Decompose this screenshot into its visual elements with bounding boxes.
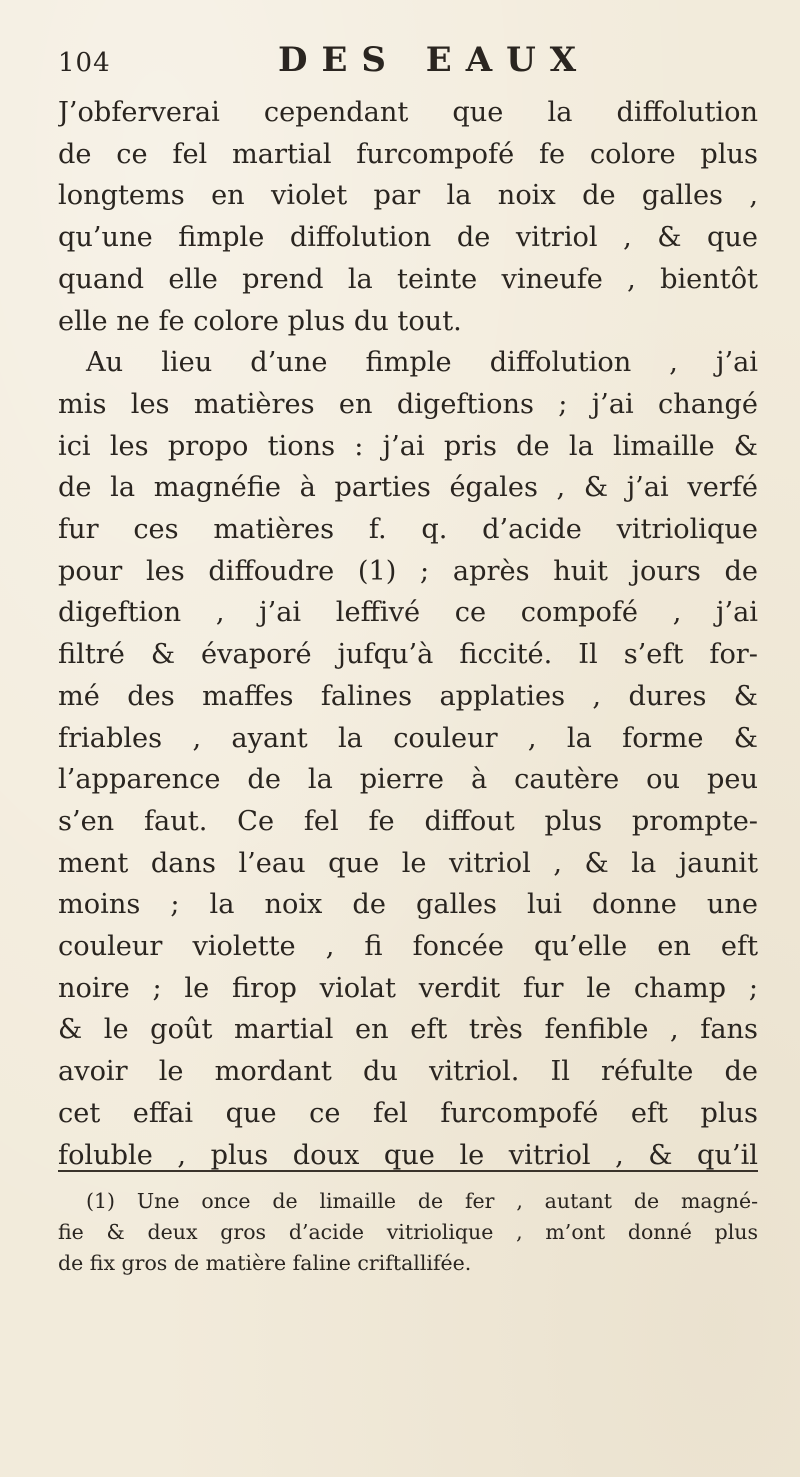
footnote-line: fie & deux gros d’acide vitriolique , m’ont donné plus [58,1220,758,1244]
text-line: l’apparence de la pierre à cautère ou peu [58,764,758,796]
text-line: pour les diffoudre (1) ; après huit jours de [58,555,758,587]
text-line: mis les matières en digeftions ; j’ai changé [58,388,758,420]
text-line: avoir le mordant du vitriol. Il réfulte de [58,1056,758,1088]
text-line: cet effai que ce fel furcompofé eft plus [58,1097,758,1129]
text-line: Au lieu d’une fimple diffolution , j’ai [86,347,758,379]
page-header [58,34,758,84]
body-text [58,92,758,1176]
text-line: filtré & évaporé jufqu’à ficcité. Il s’eft for- [58,639,758,671]
page-number: 104 [58,48,111,78]
text-line: ici les propo tions : j’ai pris de la limaille & [58,430,758,462]
text-line: de la magnéfie à parties égales , & j’ai verfé [58,472,758,504]
text-line: digeftion , j’ai leffivé ce compofé , j’ai [58,597,758,629]
text-line: mé des maffes falines applaties , dures & [58,680,758,712]
text-line: de ce fel martial furcompofé fe colore plus [58,138,758,170]
text-line: elle ne fe colore plus du tout. [58,305,462,337]
text-line: moins ; la noix de galles lui donne une [58,889,758,921]
text-line: foluble , plus doux que le vitriol , & qu’il [58,1139,758,1171]
text-line: s’en faut. Ce fel fe diffout plus prompte- [58,805,758,837]
footnote [58,1186,758,1279]
footnote-line: (1) Une once de limaille de fer , autant de magné- [86,1189,758,1213]
footnote-line: de fix gros de matière faline criftallifée. [58,1251,472,1275]
text-line: couleur violette , fi foncée qu’elle en eft [58,931,758,963]
text-line: & le goût martial en eft très fenfible , fans [58,1014,758,1046]
text-line: friables , ayant la couleur , la forme & [58,722,758,754]
footnote-divider [58,1170,758,1172]
text-line: quand elle prend la teinte vineufe , bientôt [58,263,758,295]
running-title: DES EAUX [278,40,591,80]
text-line: J’obferverai cependant que la diffolution [58,97,758,128]
text-line: noire ; le firop violat verdit fur le champ ; [58,972,758,1004]
text-line: fur ces matières f. q. d’acide vitriolique [58,514,758,546]
text-line: qu’une fimple diffolution de vitriol , & que [58,222,758,254]
text-line: longtems en violet par la noix de galles , [58,180,758,212]
text-line: ment dans l’eau que le vitriol , & la jaunit [58,847,758,879]
